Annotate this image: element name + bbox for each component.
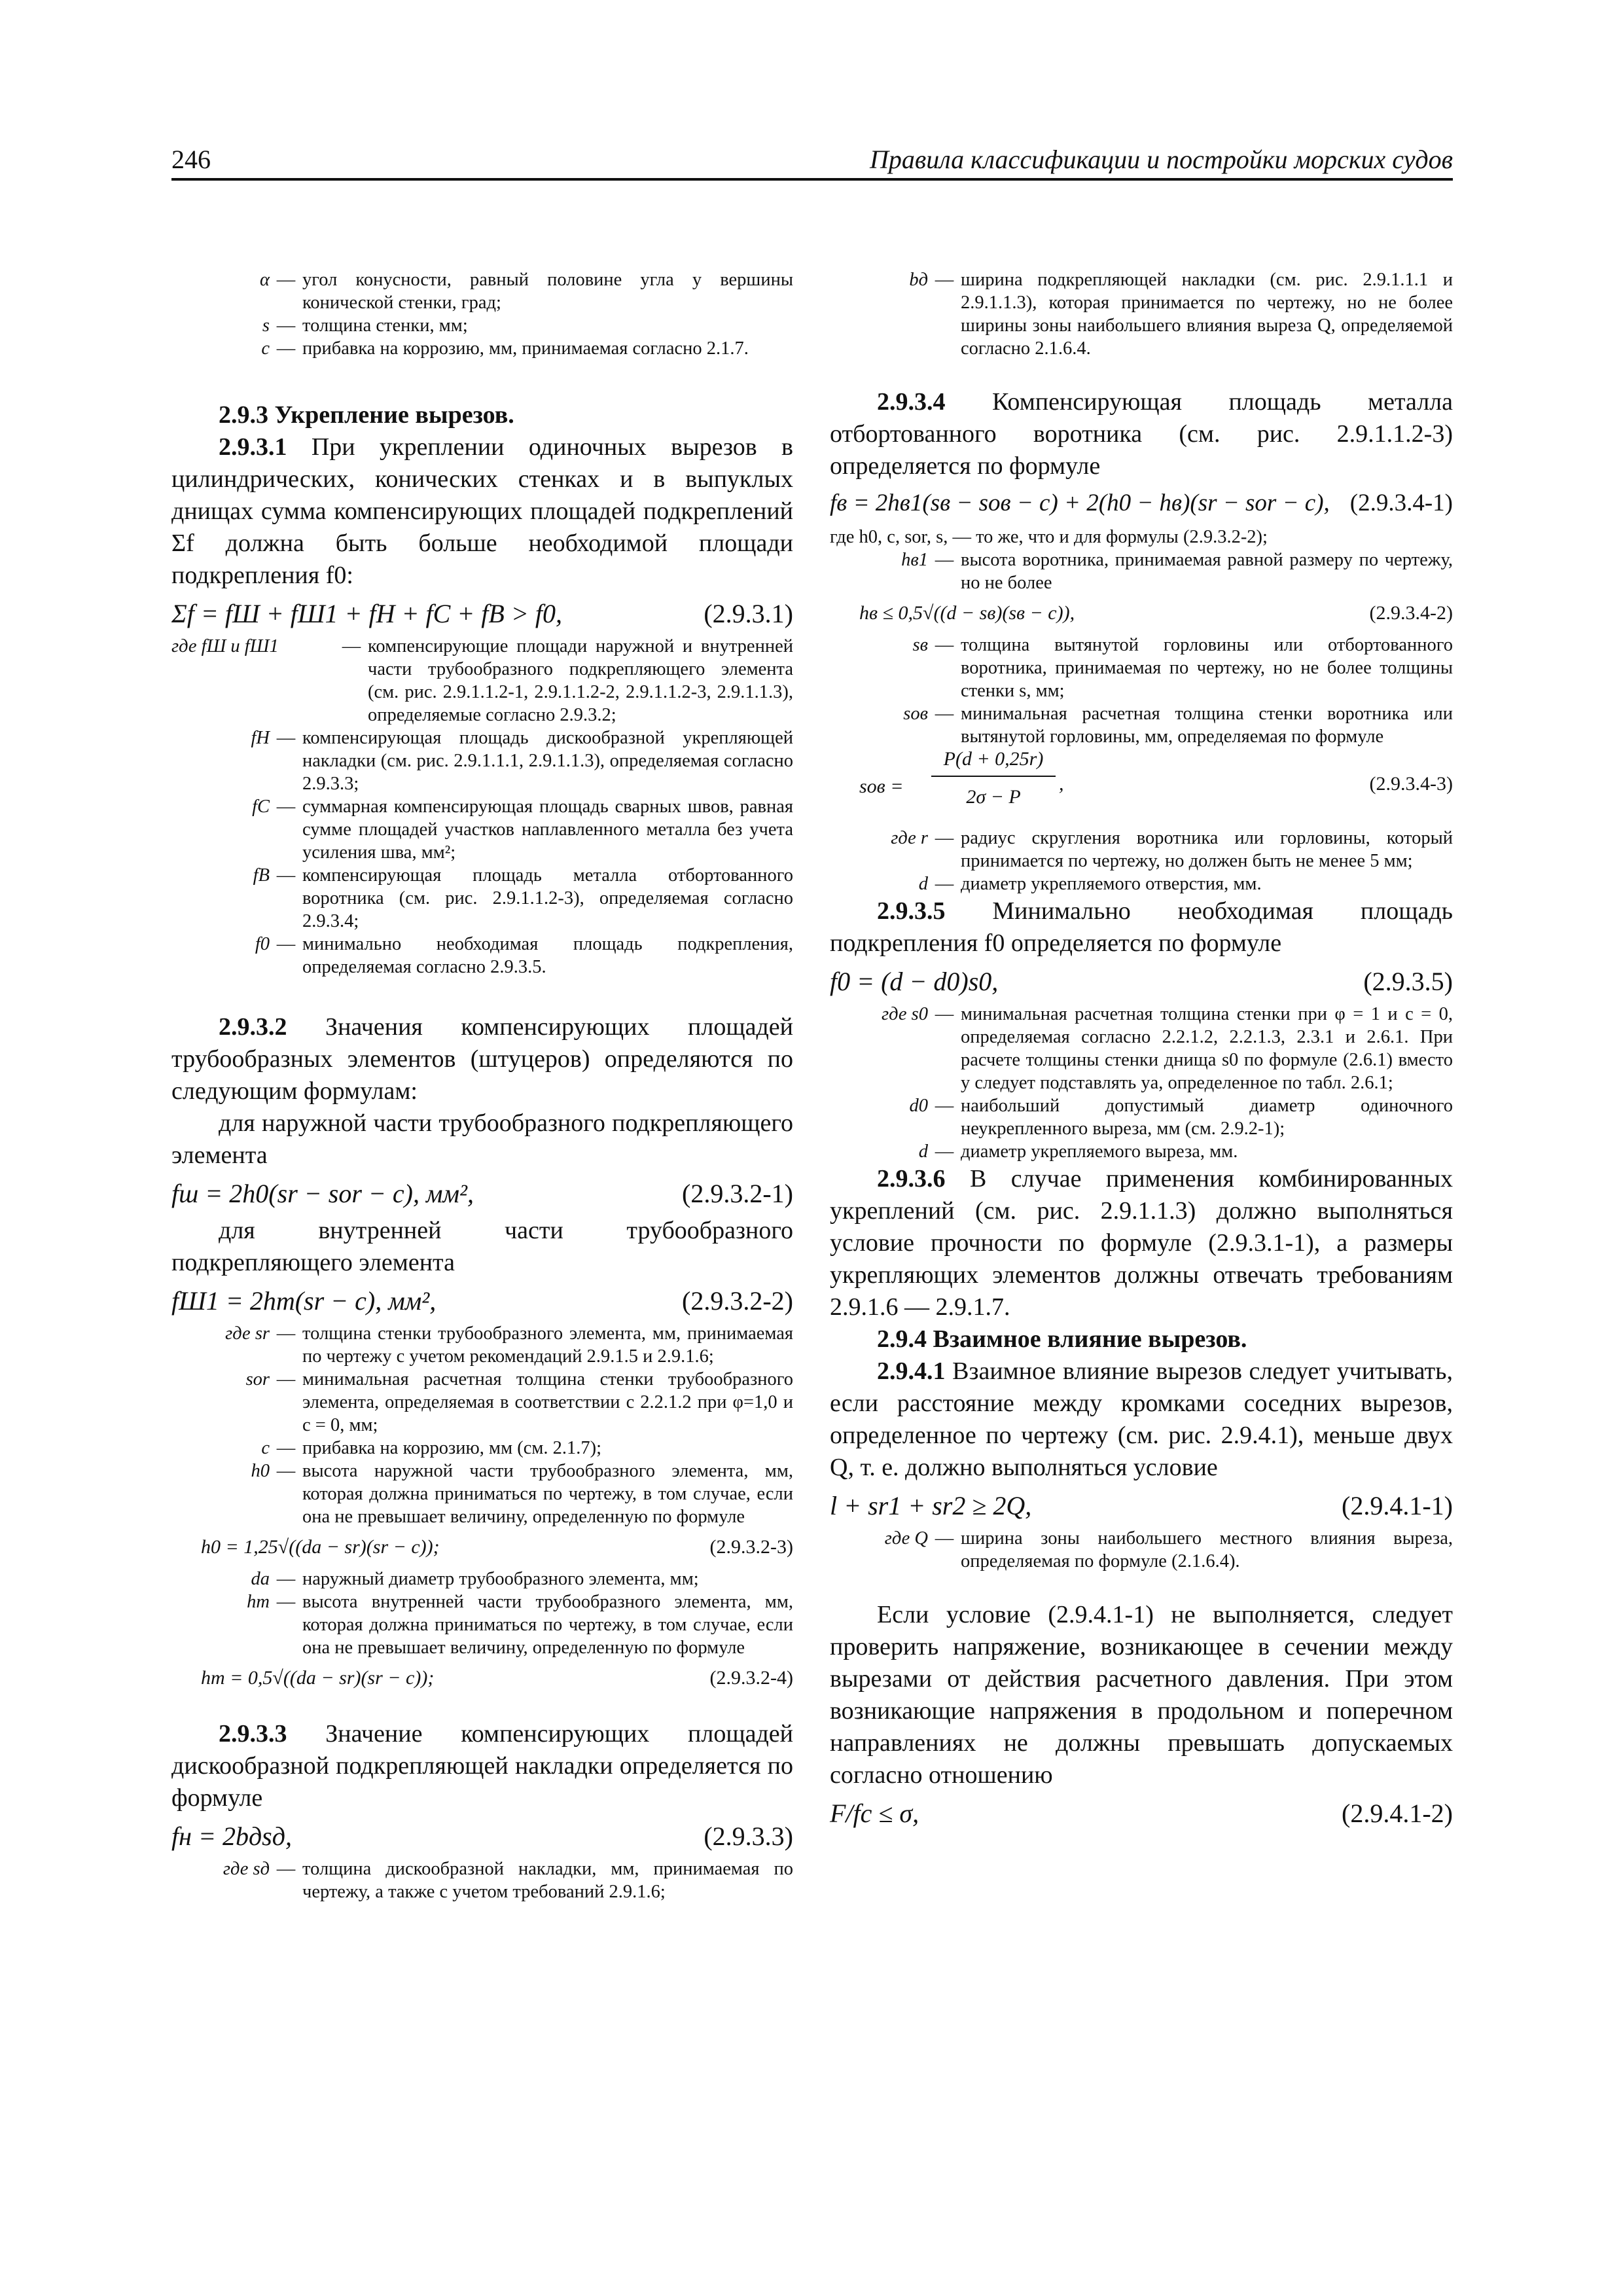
definition-list [830,268,1453,360]
definition-list [171,635,793,978]
paragraph: для внутренней части трубообразного подкрепляющего элемента [171,1217,793,1276]
paragraph: 2.9.3.4 Компенсирующая площадь металла отбортованного воротника (см. рис. 2.9.1.1.2-3) определяется по формуле [830,388,1453,480]
definition-list [171,1322,793,1528]
definition-item: sв — толщина вытянутой горловины или отбортованного воротника, принимаемая по чертежу, но не более толщины стенки s, мм; [912,635,1453,701]
page-number: 246 [171,145,211,174]
running-title: Правила классификации и постройки морских судов [869,145,1453,174]
definition-item: где sд — толщина дискообразной накладки, мм, принимаемая по чертежу, а также с учетом требований 2.9.1.6; [223,1859,793,1902]
definition-item: где r — радиус скругления воротника или горловины, который принимается по чертежу, но должен быть не менее 5 мм; [891,828,1453,871]
paragraph: Если условие (2.9.4.1-1) не выполняется, следует проверить напряжение, возникающее в сечении между вырезами от действия расчетного давления. При этом возникающие напряжения в продольном и поперечном направлениях не должны превышать допускаемых согласно отношению [830,1601,1453,1789]
formula: fШ1 = 2hm(sr − c), мм², (2.9.3.2-2) [171,1286,793,1316]
definition-item: sor — минимальная расчетная толщина стенки трубообразного элемента, определяемая в соответствии с 2.2.1.2 при φ=1,0 и c = 0, мм; [245,1369,793,1435]
definition-item: sов — минимальная расчетная толщина стенки воротника или вытянутой горловины, мм, определяемая по формуле [903,704,1453,747]
formula: fв = 2hв1(sв − sов − c) + 2(h0 − hв)(sr − sor − c), (2.9.3.4-1) [830,490,1453,516]
page-header [171,140,1453,179]
formula: h0 = 1,25√((da − sr)(sr − c)); (2.9.3.2-3) [201,1536,793,1558]
definition-item: f0 — минимально необходимая площадь подкрепления, определяемая согласно 2.9.3.5. [255,934,793,977]
paragraph: 2.9.3.6 В случае применения комбинированных укреплений (см. рис. 2.9.1.1.3) должно выполняться условие прочности по формуле (2.9.3.1-1), а размеры укрепляющих элементов должны отвечать требованиям 2.9.1.6 — 2.9.1.7. [830,1165,1453,1321]
definition-list [830,526,1453,594]
definition-list [830,1003,1453,1163]
definition-list [171,1568,793,1659]
definition-list [830,1527,1453,1573]
paragraph: 2.9.4.1 Взаимное влияние вырезов следует учитывать, если расстояние между кромками соседних вырезов, определенное по чертежу (см. рис. 2.9.4.1), меньше двух Q, т. е. должно выполняться условие [830,1357,1453,1481]
fraction-formula: sов = P(d + 0,25r) 2σ − P , (2.9.3.4-3) [859,748,1453,808]
definition-item: fН — компенсирующая площадь дискообразной укрепляющей накладки (см. рис. 2.9.1.1.1, 2.9.1.1.3), определяемая согласно 2.9.3.3; [251,728,793,794]
section-heading: 2.9.3 Укрепление вырезов. [219,401,514,429]
definition-list [830,634,1453,748]
formula: fш = 2h0(sr − sor − c), мм², (2.9.3.2-1) [171,1179,793,1208]
definition-item: c — прибавка на коррозию, мм, принимаемая согласно 2.1.7. [261,338,749,359]
definition-item: c — прибавка на коррозию, мм (см. 2.1.7); [261,1438,602,1458]
definition-item: где h0, c, sor, s, — то же, что и для формулы (2.9.3.2-2); [830,527,1268,547]
section-heading: 2.9.4 Взаимное влияние вырезов. [877,1325,1247,1353]
definition-list [830,827,1453,895]
formula: fн = 2bдsд, (2.9.3.3) [171,1821,793,1851]
definition-item: fС — суммарная компенсирующая площадь сварных швов, равная сумме площадей участков наплавленного металла без учета усиления шва, мм²; [252,797,793,863]
definition-item: hв1 — высота воротника, принимаемая равной размеру по чертежу, но не более [901,550,1453,593]
formula: hв ≤ 0,5√((d − sв)(sв − c)), (2.9.3.4-2) [859,602,1453,624]
definition-item: где fШ и fШ1 — компенсирующие площади наружной и внутренней части трубообразного подкрепляющего элемента (см. рис. 2.9.1.1.2-1, 2.9.1.1.2-2, 2.9.1.1.2-3, 2.9.1.1.3), определяемые согласно 2.9.3.2; [171,636,793,725]
header-rule [171,178,1453,181]
paragraph: 2.9.3.1 При укреплении одиночных вырезов в цилиндрических, конических стенках и в выпуклых днищах сумма компенсирующих площадей подкреплений Σf должна быть больше необходимой площади подкрепления f0: [171,433,793,589]
paragraph: 2.9.3.3 Значение компенсирующих площадей дискообразной подкрепляющей накладки определяется по формуле [171,1720,793,1812]
formula: l + sr1 + sr2 ≥ 2Q, (2.9.4.1-1) [830,1491,1453,1520]
definition-list [171,1857,793,1903]
definition-item: bд — ширина подкрепляющей накладки (см. рис. 2.9.1.1.1 и 2.9.1.1.3), которая принимается по чертежу, но не более ширины зоны наибольшего влияния выреза Q, определяемой согласно 2.1.6.4. [909,270,1453,359]
definition-item: d — диаметр укрепляемого отверстия, мм. [918,874,1262,894]
definition-item: fВ — компенсирующая площадь металла отбортованного воротника (см. рис. 2.9.1.1.2-3), определяемая согласно 2.9.3.4; [253,865,793,931]
fraction-bar [931,776,1056,777]
formula: F/fc ≤ σ, (2.9.4.1-2) [830,1799,1453,1828]
definition-item: где Q — ширина зоны наибольшего местного влияния выреза, определяемая по формуле (2.1.6.4). [884,1528,1453,1571]
definition-item: hm — высота внутренней части трубообразного элемента, мм, которая должна приниматься по чертежу, в том случае, если она не превышает величину, определенную по формуле [247,1592,793,1658]
definition-item: da — наружный диаметр трубообразного элемента, мм; [251,1569,699,1589]
definition-item: s — толщина стенки, мм; [262,315,468,336]
paragraph: для наружной части трубообразного подкрепляющего элемента [171,1109,793,1169]
definition-item: h0 — высота наружной части трубообразного элемента, мм, которая должна приниматься по чертежу, в том случае, если она не превышает величину, определенную по формуле [251,1461,793,1527]
paragraph: 2.9.3.5 Минимально необходимая площадь подкрепления f0 определяется по формуле [830,897,1453,957]
formula: hm = 0,5√((da − sr)(sr − c)); (2.9.3.2-4) [201,1667,793,1689]
definition-item: где s0 — минимальная расчетная толщина стенки при φ = 1 и c = 0, определяемая согласно 2.2.1.2, 2.2.1.3, 2.3.1 и 2.6.1. При расчете толщины стенки днища s0 по формуле (2.6.1) вместо y следует подставлять ya, определенное по табл. 2.6.1; [882,1004,1453,1093]
formula: Σf = fШ + fШ1 + fН + fС + fВ > f0, (2.9.3.1) [171,599,793,628]
definition-item: d — диаметр укрепляемого выреза, мм. [918,1141,1238,1162]
definition-list [171,268,793,360]
definition-item: где sr — толщина стенки трубообразного элемента, мм, принимаемая по чертежу с учетом рекомендаций 2.9.1.5 и 2.9.1.6; [225,1323,793,1367]
paragraph: 2.9.3.2 Значения компенсирующих площадей трубообразных элементов (штуцеров) определяются по следующим формулам: [171,1013,793,1105]
definition-item: d0 — наибольший допустимый диаметр одиночного неукрепленного выреза, мм (см. 2.9.2-1); [909,1096,1453,1139]
formula: f0 = (d − d0)s0, (2.9.3.5) [830,967,1453,996]
right-column [830,268,1453,1835]
definition-item: α — угол конусности, равный половине угла у вершины конической стенки, град; [260,270,793,313]
left-column [171,268,793,1903]
